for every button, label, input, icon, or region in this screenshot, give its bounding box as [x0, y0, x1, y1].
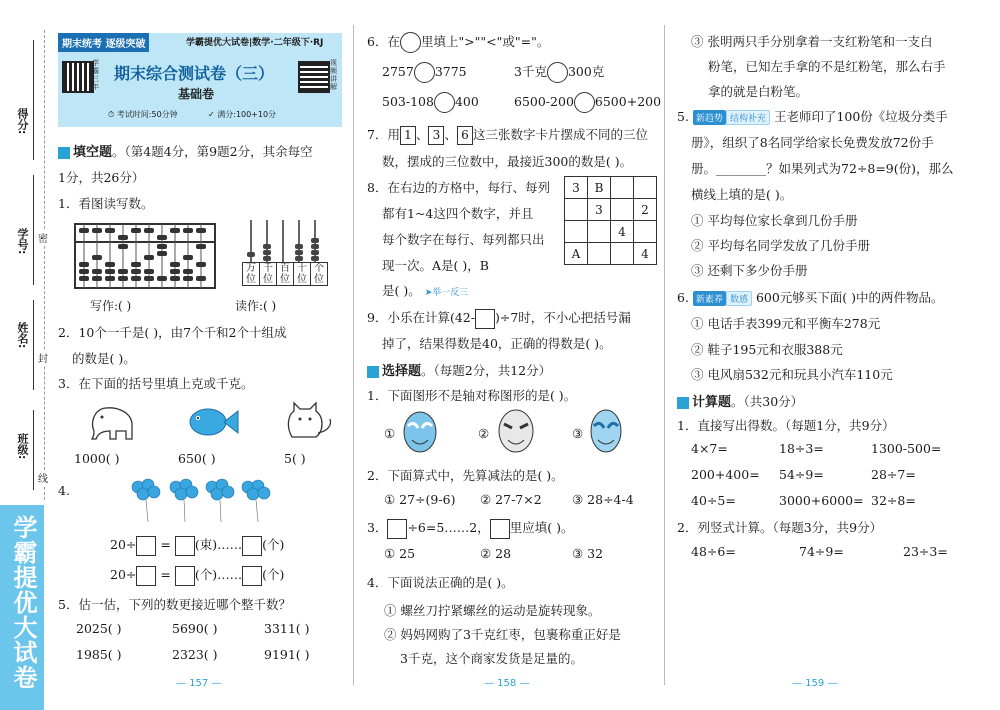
q4-eq1-unit: (束)…… — [194, 537, 243, 552]
q7-line1: 7．用 1 、 3 、 6 这三张数字卡片摆成不同的三位 — [367, 125, 648, 145]
c1-option-1[interactable]: ① — [384, 426, 396, 441]
q5-item-4[interactable]: 1985( ) — [76, 647, 122, 662]
place-label-bai: 百位 — [277, 263, 294, 285]
q6-row-3 — [382, 92, 479, 113]
c4-option-1[interactable]: ① 螺丝刀拧紧螺丝的运动是旋转现象。 — [384, 603, 601, 618]
q6-r4-left: 6500-200 — [514, 94, 574, 109]
q6-r2-left: 3千克 — [514, 64, 547, 79]
q7-text-a: 7．用 — [367, 127, 400, 142]
grid-cell: 2 — [634, 199, 657, 221]
q6-r2-right: 300克 — [567, 64, 605, 79]
section3-title: 计算题 — [692, 395, 732, 410]
qr-right-label: 视频讲解 — [330, 59, 337, 91]
q5-item-2[interactable]: 5690( ) — [172, 621, 218, 636]
elephant-icon — [86, 403, 140, 443]
q6-r1-circle[interactable] — [414, 62, 435, 83]
exam-time-text: 考试时间:50分钟 — [116, 110, 178, 119]
q4-eq2-equals: = — [160, 567, 171, 582]
grid-cell: 3 — [565, 177, 588, 199]
write-as-blank[interactable]: 写作:( ) — [90, 299, 132, 313]
c3-box-1[interactable] — [387, 519, 407, 539]
name-underline — [33, 300, 34, 390]
c4-option-3-line2: 粉笔，已知左手拿的不是红粉笔，那么右手 — [708, 59, 946, 74]
c1-option-3[interactable]: ③ — [572, 426, 584, 441]
q6-r3-left: 503-108 — [382, 94, 434, 109]
counting-rods-illustration — [242, 218, 326, 262]
k2-item-3[interactable]: 23÷3= — [903, 544, 948, 559]
balloons-illustration — [128, 478, 274, 524]
q5-text: 5．估一估，下列的数更接近哪个整千数？ — [58, 597, 291, 612]
k1-item[interactable]: 4×7= — [691, 441, 728, 456]
k2-text: 2．列竖式计算。（每题3分，共9分） — [677, 520, 883, 535]
q4-eq2-dividend: 20÷ — [110, 567, 137, 582]
k2-item-2[interactable]: 74÷9= — [799, 544, 844, 559]
section3-desc: 。（共30分） — [731, 394, 804, 409]
q9-line1 — [367, 308, 631, 329]
section2-heading — [367, 360, 551, 379]
q6-row-2 — [514, 62, 604, 83]
series-badge: 期末统考 逐级突破 — [58, 33, 149, 52]
q8-last: 是( )。 — [382, 283, 421, 298]
q6-r3-right: 400 — [454, 94, 479, 109]
section1-title: 填空题 — [73, 145, 113, 160]
section2-desc: 。（每题2分，共12分） — [421, 363, 552, 378]
k1-item[interactable]: 54÷9= — [779, 467, 824, 482]
q6-r2-circle[interactable] — [547, 62, 568, 83]
brand-text: 学霸提优大试卷 — [9, 515, 37, 690]
digit-card-6: 6 — [457, 126, 473, 145]
c2-option-2[interactable]: ② 27-7×2 — [480, 492, 542, 507]
q9-text-b: )÷7时，不小心把括号漏 — [494, 310, 631, 325]
cat-icon — [282, 401, 336, 443]
c4-text: 4．下面说法正确的是( )。 — [367, 575, 514, 590]
q5-item-1[interactable]: 2025( ) — [76, 621, 122, 636]
c6-option-1[interactable]: ① 电话手表399元和平衡车278元 — [691, 316, 881, 331]
q2-line2: 的数是( )。 — [72, 351, 136, 366]
c3-text-c: 里应填( )。 — [509, 520, 574, 535]
q6-r1-left: 2757 — [382, 64, 414, 79]
q4-label: 4. — [58, 483, 70, 498]
digit-card-3: 3 — [428, 126, 444, 145]
q5-item-5[interactable]: 2323( ) — [172, 647, 218, 662]
c5-line3: 册。________？如果列式为72÷8=9(份)，那么 — [691, 161, 954, 176]
k1-item[interactable]: 3000+6000= — [779, 493, 864, 508]
q4-eq1-remainder-box[interactable] — [242, 536, 262, 556]
compare-circle-icon — [400, 32, 421, 53]
place-label-ge: 个位 — [314, 263, 324, 285]
column-divider-2 — [664, 25, 665, 685]
full-score — [208, 109, 276, 120]
grid-cell[interactable] — [634, 177, 657, 199]
qr-code-right — [298, 61, 330, 93]
q4-eq1-divisor-box[interactable] — [136, 536, 156, 556]
section2-title: 选择题 — [382, 364, 422, 379]
clock-icon: ⏱ — [108, 110, 115, 119]
opera-mask-1-icon[interactable] — [402, 410, 438, 454]
student-id-underline — [33, 175, 34, 285]
grid-cell[interactable] — [565, 199, 588, 221]
k1-item[interactable]: 1300-500= — [871, 441, 942, 456]
q6-text-a: 6．在 — [367, 34, 400, 49]
score-label: 得分: — [16, 108, 29, 135]
seal-char-1: 密 — [38, 230, 48, 245]
fish-icon — [186, 403, 240, 441]
q8-line3: 每个数字在每行、每列都只出 — [382, 232, 545, 247]
q9-text-a: 9．小乐在计算(42- — [367, 310, 475, 325]
seal-line — [44, 30, 45, 500]
check-icon: ✓ — [208, 110, 215, 119]
name-label: 姓名: — [16, 322, 29, 349]
grid-cell[interactable] — [611, 243, 634, 265]
c2-option-3[interactable]: ③ 28÷4-4 — [572, 492, 634, 507]
c6-option-3[interactable]: ③ 电风扇532元和玩具小汽车110元 — [691, 367, 893, 382]
score-underline — [33, 40, 34, 160]
digit-card-1: 1 — [400, 126, 416, 145]
grid-cell: B — [588, 177, 611, 199]
grid-cell[interactable] — [588, 243, 611, 265]
c6-text: 600元够买下面( )中的两件物品。 — [755, 290, 944, 305]
q4-eq1-equals: = — [160, 537, 171, 552]
place-label-qian: 千位 — [260, 263, 277, 285]
section3-heading — [677, 391, 803, 410]
k2-item-1[interactable]: 48÷6= — [691, 544, 736, 559]
c1-text: 1．下面图形不是轴对称图形的是( )。 — [367, 388, 577, 403]
q3-item-elephant[interactable]: 1000( ) — [74, 451, 120, 466]
c3-text-b: ÷6=5……2， — [407, 520, 490, 535]
q3-text: 3．在下面的括号里填上克或千克。 — [58, 376, 254, 391]
q4-eq2-unit: (个)…… — [194, 567, 243, 582]
grid-cell: 4 — [611, 221, 634, 243]
trend-tag: 新趋势 — [693, 110, 726, 125]
abacus-illustration — [74, 222, 216, 290]
k1-text: 1．直接写出得数。（每题1分，共9分） — [677, 418, 895, 433]
series-name: 学霸提优大试卷|数学·二年级下·RJ — [186, 38, 324, 48]
student-id-label: 学号: — [16, 228, 29, 255]
q6-row-1 — [382, 62, 467, 83]
c5-option-1[interactable]: ① 平均每位家长拿到几份手册 — [691, 213, 858, 228]
opera-mask-3-icon[interactable] — [588, 408, 624, 454]
qr-left-label: 学霸三年 — [92, 59, 99, 91]
c2-text: 2．下面算式中，先算减法的是( )。 — [367, 468, 564, 483]
q2-line1: 2．10个一千是( )，由7个千和2个十组成 — [58, 325, 287, 340]
grid-cell: A — [565, 243, 588, 265]
q6-r3-circle[interactable] — [434, 92, 455, 113]
section-marker-icon — [58, 147, 70, 159]
sudoku-grid — [564, 176, 657, 265]
class-underline — [33, 410, 34, 490]
section-marker-icon — [367, 366, 379, 378]
q7-line2: 数，摆成的三位数中，最接近300的数是( )。 — [382, 154, 633, 169]
q9-line2: 掉了，结果得数是40，正确的得数是( )。 — [382, 336, 612, 351]
section1-desc-cont: 1分，共26分） — [58, 170, 145, 185]
q6-text-b: 里填上">""<"或"="。 — [420, 34, 550, 49]
place-label-wan: 万位 — [243, 263, 260, 285]
q4-eq2-remainder-box[interactable] — [242, 566, 262, 586]
grid-cell: 4 — [634, 243, 657, 265]
k1-item[interactable]: 200+400= — [691, 467, 760, 482]
q4-eq1-dividend: 20÷ — [110, 537, 137, 552]
c3-text-a: 3． — [367, 520, 388, 535]
q6-row-4 — [514, 92, 661, 113]
q8-line5 — [382, 281, 468, 299]
page-number-157: — 157 — — [176, 678, 222, 689]
q8-line1: 8．在右边的方格中，每行、每列 — [367, 180, 550, 195]
exam-header — [58, 33, 342, 127]
structure-tag: 结构补充 — [726, 110, 770, 125]
page-number-158: — 158 — — [484, 678, 530, 689]
section1-desc: 。（第4题4分，第9题2分，其余每空 — [112, 144, 313, 159]
page-number-159: — 159 — — [792, 678, 838, 689]
class-label: 班级: — [16, 433, 29, 460]
q4-equation-1 — [110, 535, 284, 556]
column-divider-1 — [353, 25, 354, 685]
q4-eq1-rem-unit: (个) — [262, 537, 285, 552]
q4-eq2-quotient-box[interactable] — [175, 566, 195, 586]
literacy-tag: 新素养 — [693, 291, 726, 306]
q7-text-b: 这三张数字卡片摆成不同的三位 — [472, 127, 648, 142]
c5-num: 5. — [677, 109, 689, 124]
number-sense-tag: 数感 — [726, 291, 752, 306]
c4-option-3-line3: 拿的就是白粉笔。 — [708, 84, 809, 99]
c6-line1 — [677, 288, 944, 306]
c6-num: 6. — [677, 290, 689, 305]
c5-option-3[interactable]: ③ 还剩下多少份手册 — [691, 263, 808, 278]
k1-item[interactable]: 28÷7= — [871, 467, 916, 482]
c5-text-1: 王老师印了100份《垃圾分类手 — [773, 109, 948, 124]
c4-option-3-line1[interactable]: ③ 张明两只手分别拿着一支红粉笔和一支白 — [691, 34, 933, 49]
grid-cell[interactable] — [611, 177, 634, 199]
exam-subtitle: 基础卷 — [178, 87, 215, 101]
c1-option-2[interactable]: ② — [478, 426, 490, 441]
q4-equation-2 — [110, 565, 284, 586]
c5-line1 — [677, 107, 948, 125]
q4-eq2-divisor-box[interactable] — [136, 566, 156, 586]
c3-text — [367, 518, 574, 539]
q9-missing-box[interactable] — [475, 309, 495, 329]
opera-mask-2-icon[interactable] — [496, 408, 536, 454]
place-value-labels — [242, 262, 328, 286]
k1-item[interactable]: 18÷3= — [779, 441, 824, 456]
c5-option-2[interactable]: ② 平均每名同学发放了几份手册 — [691, 238, 870, 253]
c6-option-2[interactable]: ② 鞋子195元和衣服388元 — [691, 342, 843, 357]
full-score-text: 满分:100+10分 — [217, 110, 277, 119]
c3-box-2[interactable] — [490, 519, 510, 539]
q8-tag[interactable]: ➤举一反三 — [424, 288, 469, 298]
q6-r1-right: 3775 — [434, 64, 467, 79]
section1-heading — [58, 141, 313, 160]
place-label-shi: 十位 — [294, 263, 311, 285]
q3-item-fish[interactable]: 650( ) — [178, 451, 216, 466]
seal-char-2: 封 — [38, 350, 48, 365]
c4-option-2-line1[interactable]: ② 妈妈网购了3千克红枣，包裹称重正好是 — [384, 627, 621, 642]
exam-time — [108, 109, 178, 120]
c5-line4: 横线上填的是( )。 — [691, 187, 793, 202]
grid-cell[interactable] — [634, 221, 657, 243]
q1-text: 1．看图读写数。 — [58, 196, 154, 211]
q6-r4-circle[interactable] — [574, 92, 595, 113]
exam-title: 期末综合测试卷（三） — [114, 64, 275, 83]
c3-option-3[interactable]: ③ 32 — [572, 546, 604, 561]
c3-option-1[interactable]: ① 25 — [384, 546, 416, 561]
c5-line2: 册》，组织了8名同学给家长免费发放72份手 — [691, 135, 934, 150]
q8-line2: 都有1~4这四个数字，并且 — [382, 206, 534, 221]
seal-char-3: 线 — [38, 470, 48, 485]
c2-option-1[interactable]: ① 27÷(9-6) — [384, 492, 456, 507]
qr-code-left — [62, 61, 94, 93]
grid-cell[interactable] — [588, 221, 611, 243]
section-marker-icon — [677, 397, 689, 409]
left-binding-strip — [0, 0, 48, 710]
grid-cell[interactable] — [565, 221, 588, 243]
k1-item[interactable]: 32÷8= — [871, 493, 916, 508]
q8-line4: 现一次。A是( )，B — [382, 258, 489, 273]
read-as-blank[interactable]: 读作:( ) — [235, 299, 277, 313]
q4-eq1-quotient-box[interactable] — [175, 536, 195, 556]
c4-option-2-line2: 3千克，这个商家发货是足量的。 — [400, 651, 583, 666]
q6-text — [367, 32, 549, 53]
q5-item-6[interactable]: 9191( ) — [264, 647, 310, 662]
k1-item[interactable]: 40÷5= — [691, 493, 736, 508]
grid-cell[interactable] — [611, 199, 634, 221]
q3-item-cat[interactable]: 5( ) — [284, 451, 306, 466]
q4-eq2-rem-unit: (个) — [262, 567, 285, 582]
q6-r4-right: 6500+200 — [594, 94, 662, 109]
q5-item-3[interactable]: 3311( ) — [264, 621, 310, 636]
grid-cell: 3 — [588, 199, 611, 221]
c3-option-2[interactable]: ② 28 — [480, 546, 512, 561]
